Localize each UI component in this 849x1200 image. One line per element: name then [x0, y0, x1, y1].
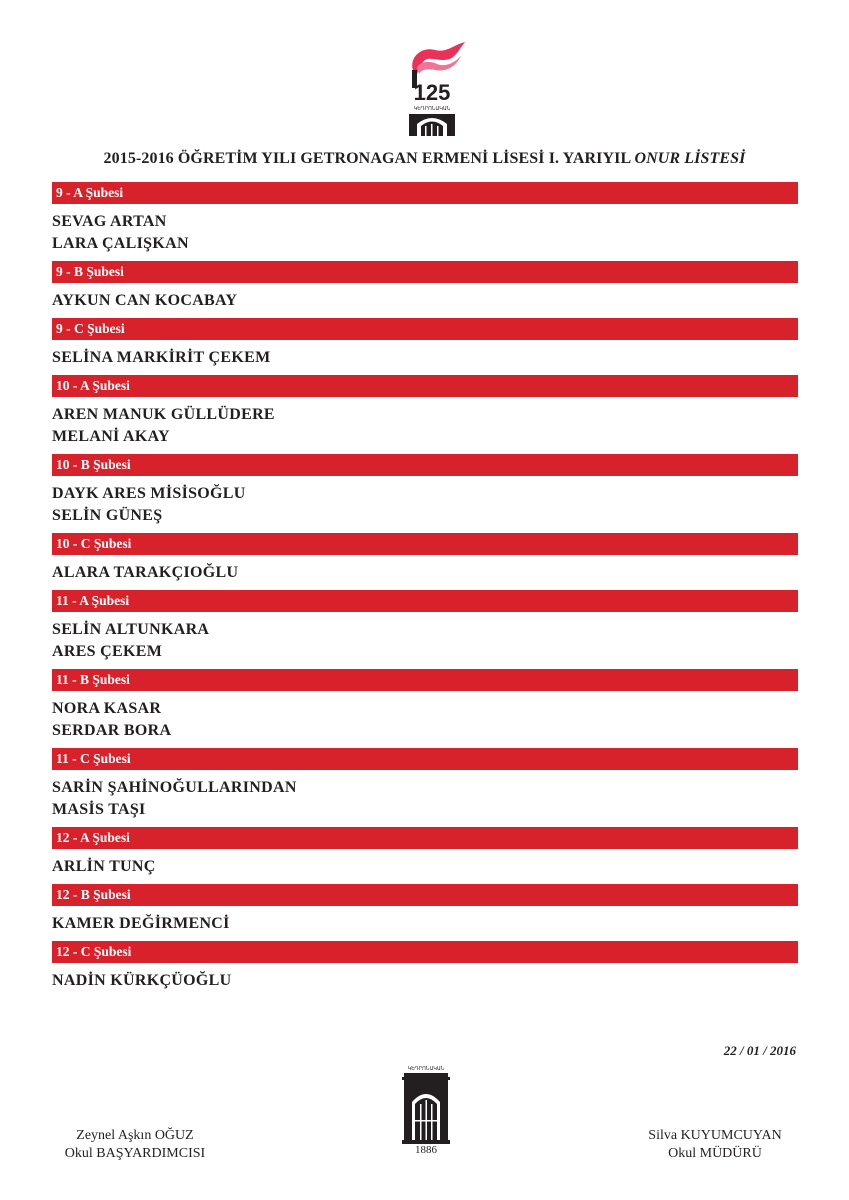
section-10a [52, 375, 798, 454]
signatory-role: Okul MÜDÜRÜ [668, 1146, 762, 1161]
section-12a [52, 827, 798, 884]
student-name: LARA ÇALIŞKAN [52, 235, 189, 252]
student-name: SELİN GÜNEŞ [52, 507, 163, 524]
seal-year: 1886 [415, 1144, 437, 1156]
signatory-name: Silva KUYUMCUYAN [648, 1128, 782, 1143]
student-list [52, 283, 798, 318]
section-header: 10 - C Şubesi [52, 533, 798, 555]
section-12b [52, 884, 798, 941]
section-header: 12 - B Şubesi [52, 884, 798, 906]
student-name: MELANİ AKAY [52, 428, 170, 445]
student-name: NADİN KÜRKÇÜOĞLU [52, 972, 232, 989]
anniversary-logo [395, 40, 469, 138]
section-9b [52, 261, 798, 318]
student-name: NORA KASAR [52, 700, 162, 717]
section-11a [52, 590, 798, 669]
section-header: 11 - C Şubesi [52, 748, 798, 770]
student-name: ARES ÇEKEM [52, 643, 163, 660]
document-date: 22 / 01 / 2016 [723, 1043, 796, 1058]
section-header: 12 - C Şubesi [52, 941, 798, 963]
section-header: 9 - A Şubesi [52, 182, 798, 204]
student-name: SARİN ŞAHİNOĞULLARINDAN [52, 779, 297, 796]
student-name: SEVAG ARTAN [52, 213, 167, 230]
student-name: AYKUN CAN KOCABAY [52, 292, 238, 309]
student-name: MASİS TAŞI [52, 801, 146, 818]
section-11c [52, 748, 798, 827]
section-10c [52, 533, 798, 590]
student-name: AREN MANUK GÜLLÜDERE [52, 406, 275, 423]
student-list [52, 849, 798, 884]
student-list [52, 612, 798, 669]
student-name: DAYK ARES MİSİSOĞLU [52, 485, 246, 502]
section-header: 9 - B Şubesi [52, 261, 798, 283]
section-9c [52, 318, 798, 375]
student-name: SERDAR BORA [52, 722, 172, 739]
student-list [52, 204, 798, 261]
section-header: 10 - B Şubesi [52, 454, 798, 476]
student-list [52, 770, 798, 827]
student-list [52, 340, 798, 375]
section-header: 12 - A Şubesi [52, 827, 798, 849]
student-list [52, 906, 798, 941]
section-header: 11 - A Şubesi [52, 590, 798, 612]
page-title [0, 150, 849, 168]
student-name: KAMER DEĞİRMENCİ [52, 915, 230, 932]
student-list [52, 691, 798, 748]
student-list [52, 397, 798, 454]
student-name: SELİN ALTUNKARA [52, 621, 210, 638]
section-header: 9 - C Şubesi [52, 318, 798, 340]
student-name: ALARA TARAKÇIOĞLU [52, 564, 239, 581]
student-list [52, 555, 798, 590]
student-name: ARLİN TUNÇ [52, 858, 156, 875]
section-9a [52, 182, 798, 261]
student-name: SELİNA MARKİRİT ÇEKEM [52, 349, 271, 366]
section-header: 10 - A Şubesi [52, 375, 798, 397]
section-12c [52, 941, 798, 998]
signatory-name: Zeynel Aşkın OĞUZ [76, 1128, 194, 1143]
title-italic: ONUR LİSTESİ [634, 150, 746, 167]
signature-right [615, 1127, 815, 1163]
student-list [52, 476, 798, 533]
section-header: 11 - B Şubesi [52, 669, 798, 691]
signatory-role: Okul BAŞYARDIMCISI [64, 1146, 206, 1161]
seal-caption: ԿԵԴՐՈՆԱԿԱՆ [407, 1066, 445, 1072]
honor-list [52, 182, 798, 998]
logo-number: 125 [413, 80, 451, 105]
logo-caption: ԿԵԴՐՈՆԱԿԱՆ [413, 106, 451, 112]
title-main: 2015-2016 ÖĞRETİM YILI GETRONAGAN ERMENİ LİSESİ I. YARIYIL [103, 150, 635, 167]
student-list [52, 963, 798, 998]
section-11b [52, 669, 798, 748]
section-10b [52, 454, 798, 533]
signature-left [40, 1127, 230, 1163]
